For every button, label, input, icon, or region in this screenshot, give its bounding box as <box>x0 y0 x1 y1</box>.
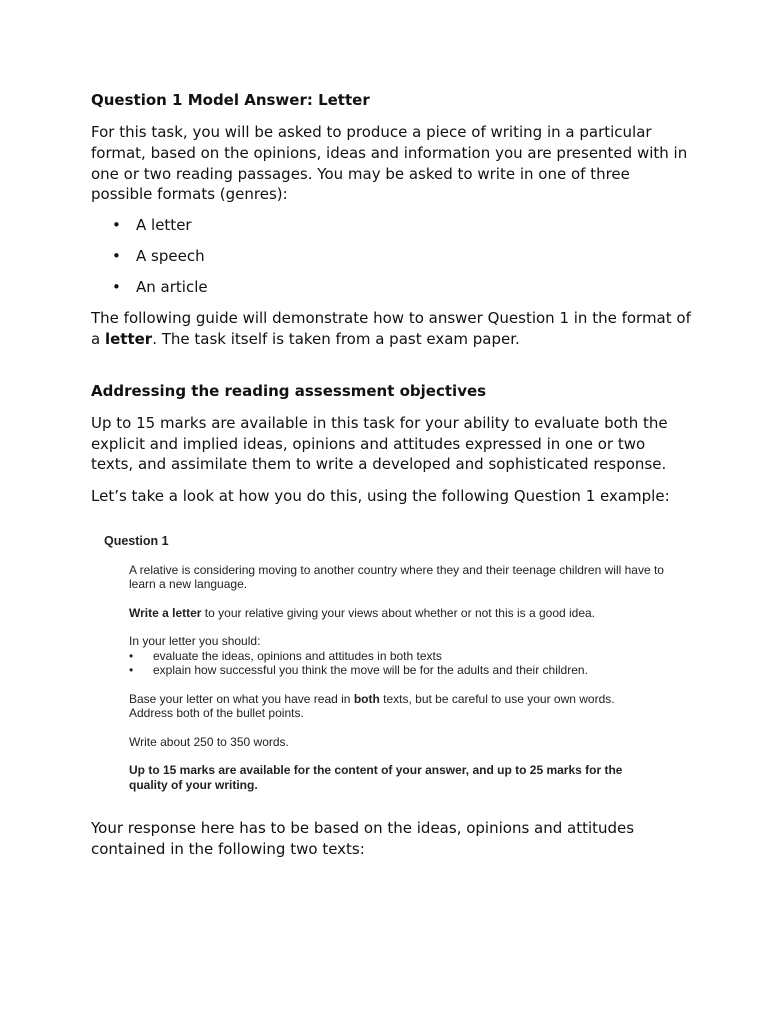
intro-paragraph: For this task, you will be asked to produce a piece of writing in a particular format, based on the opinions, ideas and information you are presented with in one or two reading passages. You may be asked to write in one of three possible formats (genres): <box>91 123 688 204</box>
exam-question-length: Write about 250 to 350 words. <box>129 734 289 749</box>
exam-question-intro: In your letter you should: <box>129 634 261 648</box>
heading-model-answer: Question 1 Model Answer: Letter <box>91 91 370 109</box>
list-item: • A letter <box>112 216 192 235</box>
list-item: • explain how successful you think the move will be for the adults and their children. <box>129 663 588 677</box>
bullet-icon: • <box>129 648 134 663</box>
bullet-icon: • <box>112 216 121 235</box>
exam-question-title: Question 1 <box>104 534 169 548</box>
bullet-icon: • <box>112 247 121 266</box>
exam-question-bullets <box>129 649 664 678</box>
exam-question-task: Write a letter to your relative giving your views about whether or not this is a good idea. <box>129 605 596 620</box>
bullet-icon: • <box>112 278 121 297</box>
exam-question-marks: Up to 15 marks are available for the content of your answer, and up to 25 marks for the quality of your writing. <box>129 763 623 792</box>
example-intro-paragraph: Let’s take a look at how you do this, using the following Question 1 example: <box>91 487 670 506</box>
list-item: • An article <box>112 278 208 297</box>
heading-assessment-objectives: Addressing the reading assessment objectives <box>91 381 487 400</box>
bullet-icon: • <box>129 663 134 677</box>
texts-paragraph: Your response here has to be based on the ideas, opinions and attitudes contained in the following two texts: <box>91 819 635 858</box>
guide-paragraph: The following guide will demonstrate how to answer Question 1 in the format of a letter. The task itself is taken from a past exam paper. <box>91 309 691 348</box>
list-item: • evaluate the ideas, opinions and attitudes in both texts <box>129 648 442 663</box>
list-item: • A speech <box>112 247 205 266</box>
document-body <box>91 90 691 507</box>
exam-question-image <box>104 534 664 792</box>
marks-paragraph: Up to 15 marks are available in this task for your ability to evaluate both the explicit and implied ideas, opinions and attitudes expressed in one or two texts, and assimilate them to write a developed and sophisticated response. <box>91 413 668 474</box>
exam-question-base: Base your letter on what you have read in both texts, but be careful to use your own words. <box>129 691 615 706</box>
exam-question-scenario: A relative is considering moving to another country where they and their teenage children will have to learn a new language. <box>129 562 664 591</box>
formats-list <box>91 215 691 298</box>
exam-question-address: Address both of the bullet points. <box>129 706 304 720</box>
